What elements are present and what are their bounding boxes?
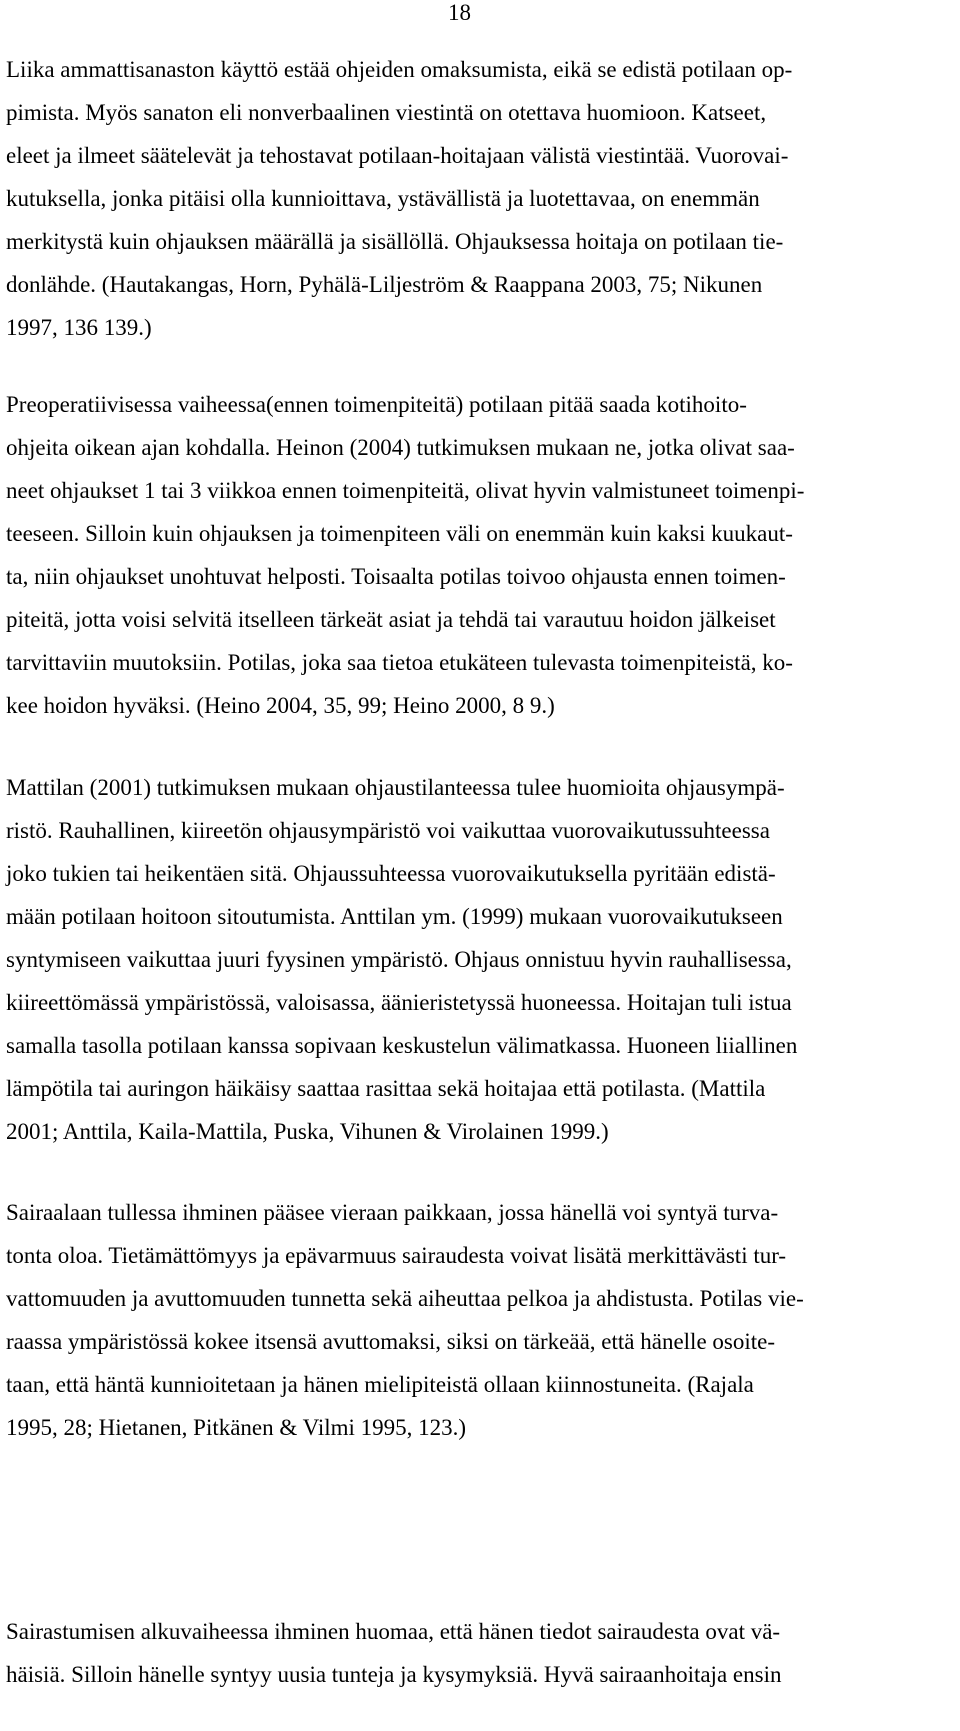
- text-line: 1997, 136 139.): [6, 315, 152, 340]
- text-line: donlähde. (Hautakangas, Horn, Pyhälä-Liljeström & Raappana 2003, 75; Nikunen: [6, 272, 763, 297]
- text-line: vattomuuden ja avuttomuuden tunnetta sekä aiheuttaa pelkoa ja ahdistusta. Potilas vie-: [6, 1286, 804, 1311]
- text-line: tarvittaviin muutoksiin. Potilas, joka saa tietoa etukäteen tulevasta toimenpiteistä, ko-: [6, 650, 793, 675]
- text-line: Mattilan (2001) tutkimuksen mukaan ohjaustilanteessa tulee huomioita ohjausympä-: [6, 775, 785, 800]
- text-line: joko tukien tai heikentäen sitä. Ohjaussuhteessa vuorovaikutuksella pyritään edistä-: [6, 861, 776, 886]
- text-line: 1995, 28; Hietanen, Pitkänen & Vilmi 1995, 123.): [6, 1415, 467, 1440]
- text-line: teeseen. Silloin kuin ohjauksen ja toimenpiteen väli on enemmän kuin kaksi kuukaut-: [6, 521, 793, 546]
- text-line: taan, että häntä kunnioitetaan ja hänen mielipiteistä ollaan kiinnostuneita. (Rajala: [6, 1372, 754, 1397]
- text-line: syntymiseen vaikuttaa juuri fyysinen ympäristö. Ohjaus onnistuu hyvin rauhallisessa,: [6, 947, 792, 972]
- text-line: pimista. Myös sanaton eli nonverbaalinen viestintä on otettava huomioon. Katseet,: [6, 100, 767, 125]
- text-line: kutuksella, jonka pitäisi olla kunnioittava, ystävällistä ja luotettavaa, on enemmän: [6, 186, 760, 211]
- text-line: lämpötila tai auringon häikäisy saattaa rasittaa sekä hoitajaa että potilasta. (Mattila: [6, 1076, 766, 1101]
- text-line: 2001; Anttila, Kaila-Mattila, Puska, Vihunen & Virolainen 1999.): [6, 1119, 609, 1144]
- text-line: neet ohjaukset 1 tai 3 viikkoa ennen toimenpiteitä, olivat hyvin valmistuneet toimenpi-: [6, 478, 805, 503]
- text-line: piteitä, jotta voisi selvitä itselleen tärkeät asiat ja tehdä tai varautuu hoidon jälkeiset: [6, 607, 776, 632]
- page-number: 18: [448, 0, 471, 25]
- text-line: Sairaalaan tullessa ihminen pääsee vieraan paikkaan, jossa hänellä voi syntyä turva-: [6, 1200, 779, 1225]
- text-line: merkitystä kuin ohjauksen määrällä ja sisällöllä. Ohjauksessa hoitaja on potilaan tie-: [6, 229, 784, 254]
- text-line: tonta oloa. Tietämättömyys ja epävarmuus sairaudesta voivat lisätä merkittävästi tur-: [6, 1243, 787, 1268]
- text-line: Liika ammattisanaston käyttö estää ohjeiden omaksumista, eikä se edistä potilaan op-: [6, 57, 793, 82]
- text-line: Sairastumisen alkuvaiheessa ihminen huomaa, että hänen tiedot sairaudesta ovat vä-: [6, 1619, 781, 1644]
- text-line: mään potilaan hoitoon sitoutumista. Anttilan ym. (1999) mukaan vuorovaikutukseen: [6, 904, 783, 929]
- text-line: Preoperatiivisessa vaiheessa(ennen toimenpiteitä) potilaan pitää saada kotihoito-: [6, 392, 747, 417]
- text-line: ta, niin ohjaukset unohtuvat helposti. Toisaalta potilas toivoo ohjausta ennen toimen-: [6, 564, 786, 589]
- text-line: kiireettömässä ympäristössä, valoisassa, äänieristetyssä huoneessa. Hoitajan tuli istua: [6, 990, 792, 1015]
- text-line: ohjeita oikean ajan kohdalla. Heinon (2004) tutkimuksen mukaan ne, jotka olivat saa-: [6, 435, 795, 460]
- text-line: kee hoidon hyväksi. (Heino 2004, 35, 99; Heino 2000, 8 9.): [6, 693, 555, 718]
- text-line: samalla tasolla potilaan kanssa sopivaan keskustelun välimatkassa. Huoneen liiallinen: [6, 1033, 798, 1058]
- text-line: eleet ja ilmeet säätelevät ja tehostavat potilaan-hoitajaan välistä viestintää. Vuorovai-: [6, 143, 789, 168]
- text-line: ristö. Rauhallinen, kiireetön ohjausympäristö voi vaikuttaa vuorovaikutussuhteessa: [6, 818, 770, 843]
- text-line: raassa ympäristössä kokee itsensä avuttomaksi, siksi on tärkeää, että hänelle osoite-: [6, 1329, 775, 1354]
- text-line: häisiä. Silloin hänelle syntyy uusia tunteja ja kysymyksiä. Hyvä sairaanhoitaja ensin: [6, 1662, 782, 1687]
